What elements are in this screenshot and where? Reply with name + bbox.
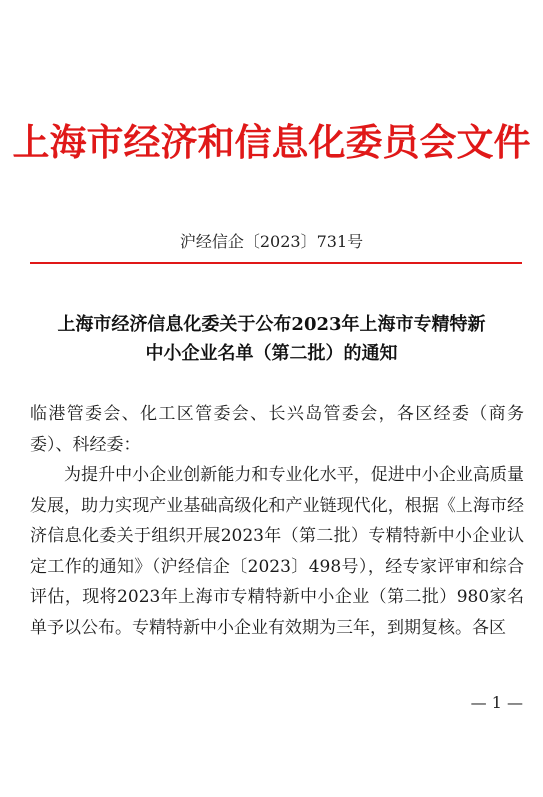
body-paragraph: 为提升中小企业创新能力和专业化水平，促进中小企业高质量发展，助力实现产业基础高级化和产业链现代化，根据《上海市经济信息化委关于组织开展2023年（第二批）专精特新中小企业认定工作的通知》（沪经信企〔2023〕498号），经专家评审和综合评估，现将2023年上海市专精特新中小企业（第二批）980家名单予以公布。专精特新中小企业有效期为三年，到期复核。各区 (30, 465, 524, 638)
notice-title-line-1: 上海市经济信息化委关于公布2023年上海市专精特新 (57, 314, 486, 335)
notice-title-line-2: 中小企业名单（第二批）的通知 (145, 343, 398, 364)
document-body (30, 399, 524, 643)
recipients-paragraph: 临港管委会、化工区管委会、长兴岛管委会，各区经委（商务委）、科经委： (30, 404, 524, 455)
notice-title (0, 310, 543, 368)
header-divider-line (30, 262, 522, 264)
document-number: 沪经信企〔2023〕731号 (179, 232, 364, 251)
page-number: — 1 — (470, 693, 523, 712)
document-header-title: 上海市经济和信息化委员会文件 (12, 120, 531, 164)
